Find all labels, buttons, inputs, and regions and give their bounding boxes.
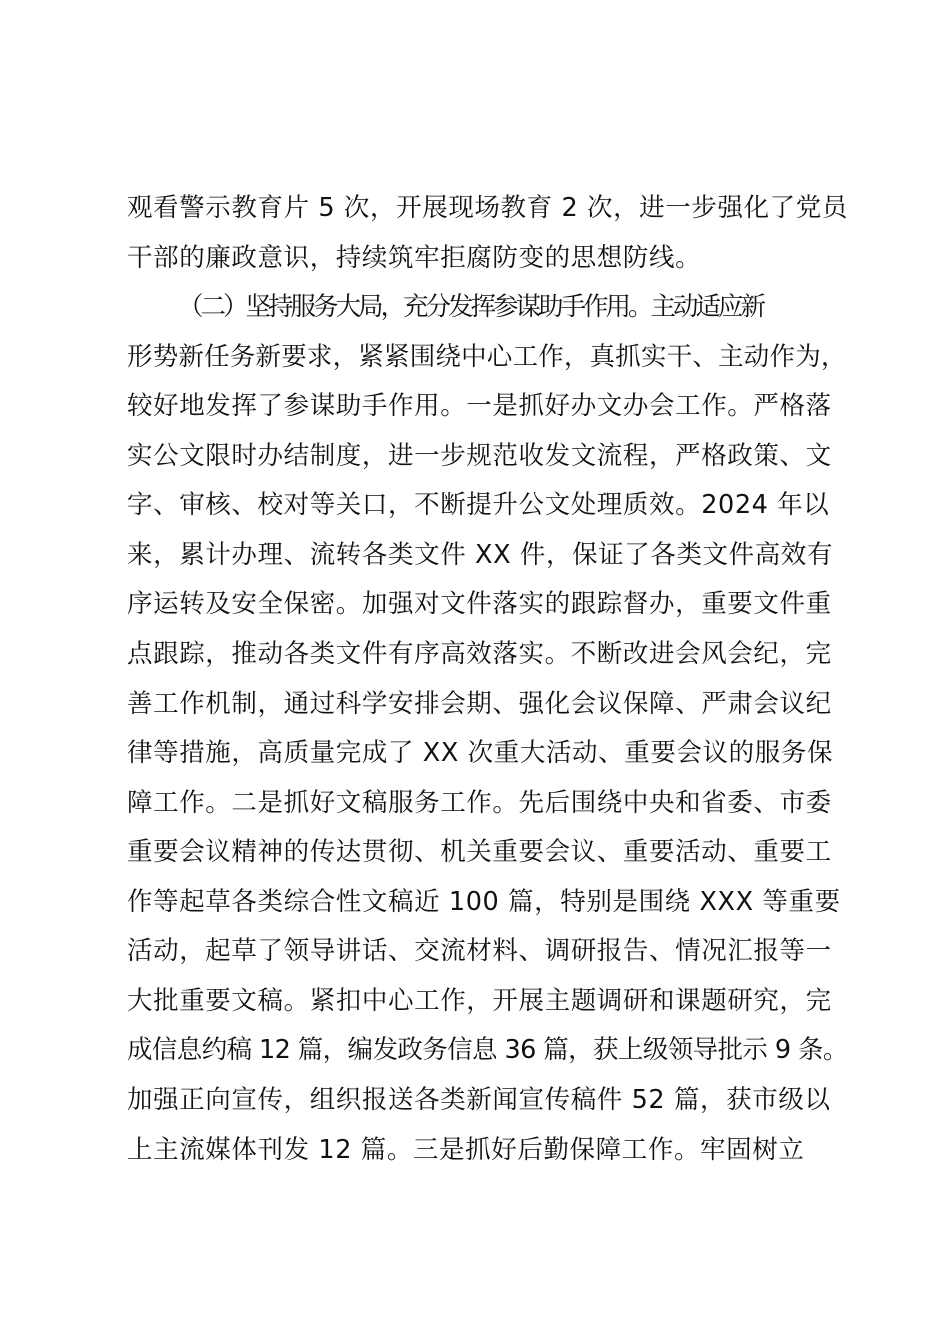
text-line: 重要会议精神的传达贯彻、机关重要会议、重要活动、重要工 xyxy=(127,837,832,867)
text-line: 较好地发挥了参谋助手作用。一是抓好办文办会工作。严格落 xyxy=(127,391,832,421)
text-line: 大批重要文稿。紧扣中心工作，开展主题调研和课题研究，完 xyxy=(127,986,832,1016)
text-line: 加强正向宣传，组织报送各类新闻宣传稿件 52 篇，获市级以 xyxy=(127,1085,831,1115)
text-line: 字、审核、校对等关口，不断提升公文处理质效。2024 年以 xyxy=(127,490,830,520)
text-line: 来，累计办理、流转各类文件 XX 件，保证了各类文件高效有 xyxy=(127,540,834,570)
text-line: 作等起草各类综合性文稿近 100 篇，特别是围绕 XXX 等重要 xyxy=(127,887,841,917)
text-line: 上主流媒体刊发 12 篇。三是抓好后勤保障工作。牢固树立 xyxy=(127,1135,805,1165)
text-line: 点跟踪，推动各类文件有序高效落实。不断改进会风会纪，完 xyxy=(127,639,832,669)
text-line: 活动，起草了领导讲话、交流材料、调研报告、情况汇报等一 xyxy=(127,936,832,966)
text-line: 实公文限时办结制度，进一步规范收发文流程，严格政策、文 xyxy=(127,441,832,471)
text-line: 障工作。二是抓好文稿服务工作。先后围绕中央和省委、市委 xyxy=(127,788,832,818)
text-line: 干部的廉政意识，持续筑牢拒腐防变的思想防线。 xyxy=(127,243,702,273)
text-line: 形势新任务新要求，紧紧围绕中心工作，真抓实干、主动作为， xyxy=(127,342,847,372)
text-line: 善工作机制，通过科学安排会期、强化会议保障、严肃会议纪 xyxy=(127,689,832,719)
section-heading-line: （二）坚持服务大局，充分发挥参谋助手作用。主动适应新 xyxy=(178,292,764,322)
text-line: 律等措施，高质量完成了 XX 次重大活动、重要会议的服务保 xyxy=(127,738,834,768)
text-line: 序运转及安全保密。加强对文件落实的跟踪督办，重要文件重 xyxy=(127,589,832,619)
text-line: 成信息约稿 12 篇，编发政务信息 36 篇，获上级领导批示 9 条。 xyxy=(127,1035,848,1065)
text-line: 观看警示教育片 5 次，开展现场教育 2 次，进一步强化了党员 xyxy=(127,193,848,223)
